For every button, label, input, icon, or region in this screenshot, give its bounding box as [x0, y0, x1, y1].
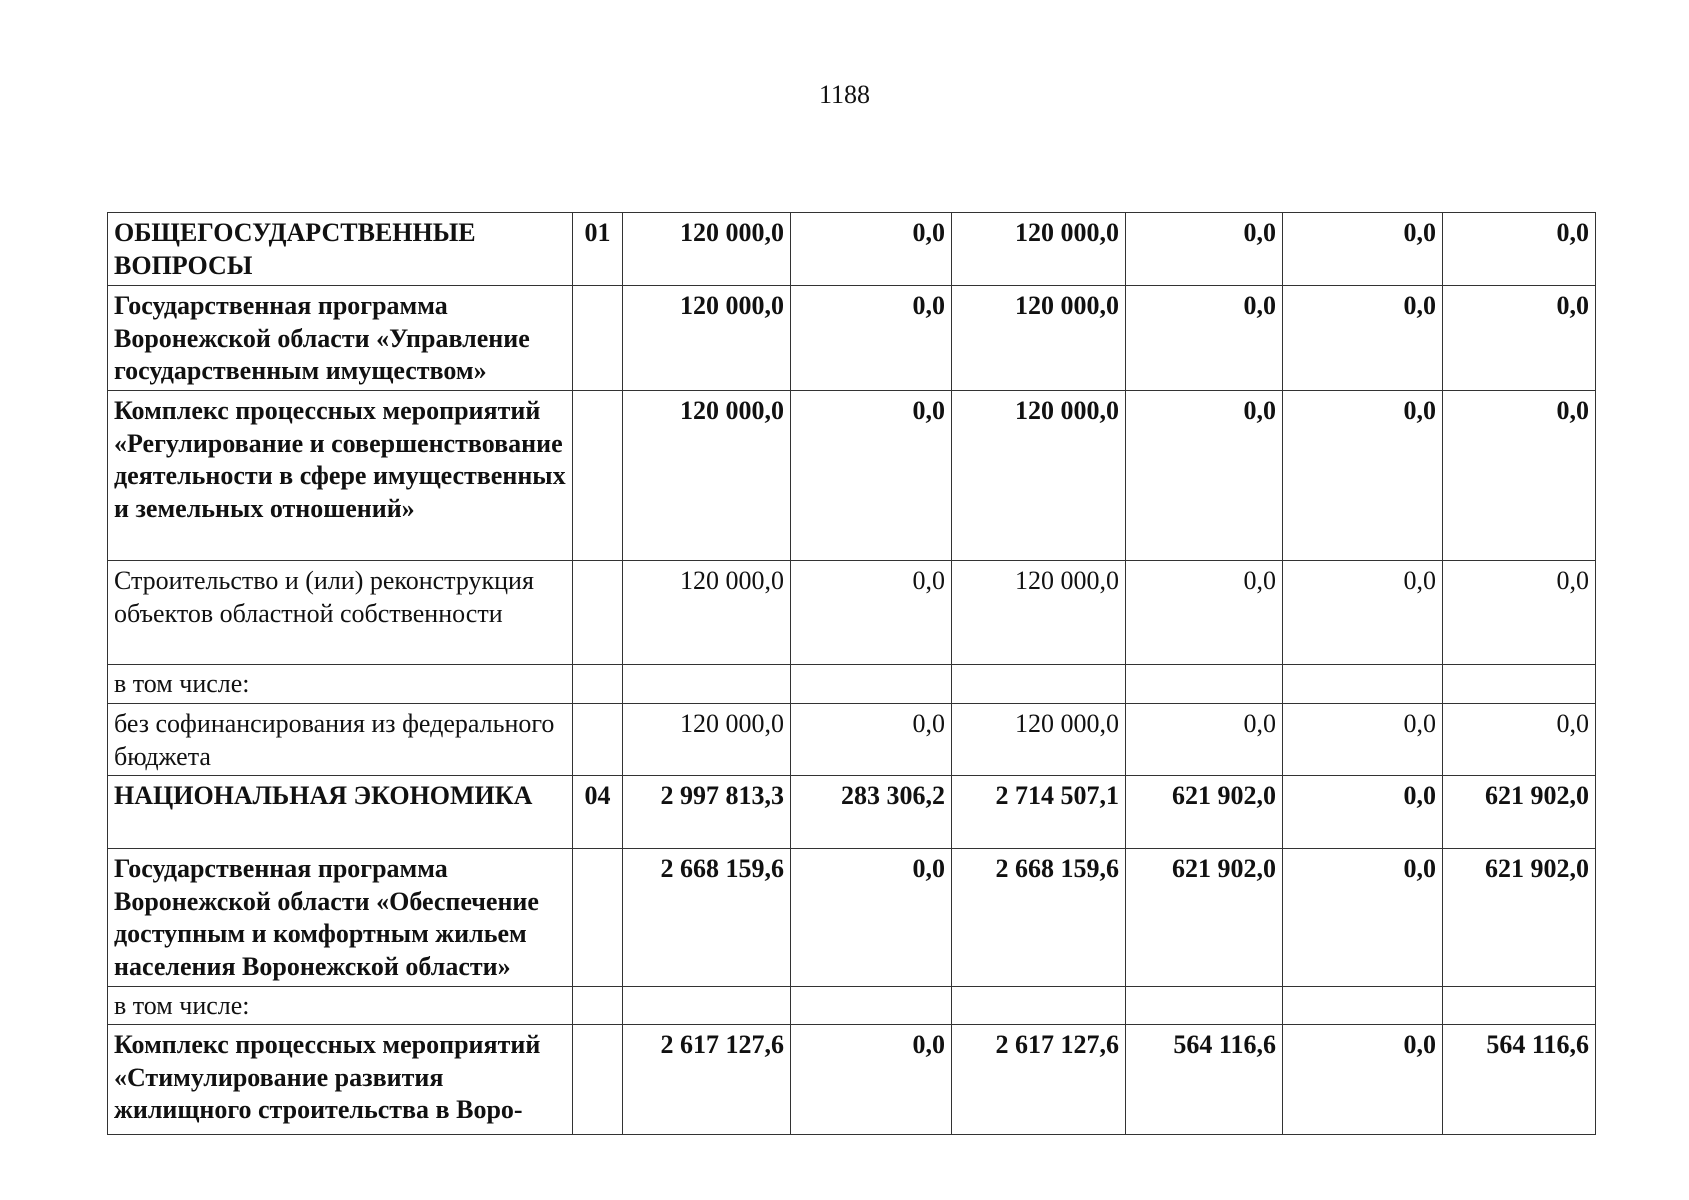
table-row [108, 704, 1596, 776]
section-code-cell [573, 987, 623, 1025]
federal-value-cell: 283 306,2 [791, 776, 952, 849]
federal-value-cell: 0,0 [791, 391, 952, 561]
table-row [108, 1025, 1596, 1135]
section-code-cell: 04 [573, 776, 623, 849]
row-name-cell: Строительство и (или) реконструкция объектов областной собственности [108, 561, 573, 665]
page-number: 1188 [818, 80, 871, 109]
total-value-2-cell: 621 902,0 [1126, 776, 1283, 849]
federal-value-2-cell: 0,0 [1283, 391, 1443, 561]
row-name-cell: Государственная программа Воронежской области «Обеспечение доступным и комфортным жильем населения Воронежской области» [108, 849, 573, 987]
regional-value-2-cell: 0,0 [1443, 561, 1596, 665]
row-name-cell: без софинансирования из федерального бюджета [108, 704, 573, 776]
total-value-2-cell [1126, 665, 1283, 704]
regional-value-2-cell: 0,0 [1443, 704, 1596, 776]
table-row [108, 987, 1596, 1025]
regional-value-cell [952, 665, 1126, 704]
table-row [108, 286, 1596, 391]
row-name-cell: Комплекс процессных мероприятий «Стимулирование развития жилищного строительства в Воро- [108, 1025, 573, 1135]
section-code-cell [573, 704, 623, 776]
row-name-cell: НАЦИОНАЛЬНАЯ ЭКОНОМИКА [108, 776, 573, 849]
table-row [108, 213, 1596, 286]
federal-value-2-cell: 0,0 [1283, 776, 1443, 849]
regional-value-cell: 2 714 507,1 [952, 776, 1126, 849]
regional-value-cell: 120 000,0 [952, 213, 1126, 286]
regional-value-cell: 120 000,0 [952, 561, 1126, 665]
budget-table [107, 212, 1596, 1135]
federal-value-2-cell [1283, 987, 1443, 1025]
federal-value-cell: 0,0 [791, 561, 952, 665]
table-row [108, 665, 1596, 704]
total-value-2-cell: 0,0 [1126, 704, 1283, 776]
table-row [108, 776, 1596, 849]
federal-value-cell: 0,0 [791, 286, 952, 391]
total-value-2-cell: 0,0 [1126, 561, 1283, 665]
budget-table-body [108, 213, 1596, 1135]
total-value-cell: 120 000,0 [623, 286, 791, 391]
total-value-cell: 2 997 813,3 [623, 776, 791, 849]
row-name-cell: Государственная программа Воронежской области «Управление государственным имуществом» [108, 286, 573, 391]
regional-value-cell: 120 000,0 [952, 286, 1126, 391]
federal-value-cell: 0,0 [791, 213, 952, 286]
regional-value-2-cell: 621 902,0 [1443, 849, 1596, 987]
regional-value-2-cell: 0,0 [1443, 391, 1596, 561]
table-row [108, 391, 1596, 561]
total-value-2-cell: 0,0 [1126, 391, 1283, 561]
regional-value-cell [952, 987, 1126, 1025]
table-row [108, 561, 1596, 665]
section-code-cell [573, 391, 623, 561]
row-name-cell: в том числе: [108, 665, 573, 704]
total-value-2-cell: 0,0 [1126, 286, 1283, 391]
total-value-2-cell: 621 902,0 [1126, 849, 1283, 987]
total-value-2-cell [1126, 987, 1283, 1025]
regional-value-2-cell: 0,0 [1443, 286, 1596, 391]
regional-value-2-cell [1443, 987, 1596, 1025]
regional-value-2-cell: 621 902,0 [1443, 776, 1596, 849]
total-value-cell: 120 000,0 [623, 213, 791, 286]
regional-value-2-cell: 564 116,6 [1443, 1025, 1596, 1135]
total-value-cell: 2 617 127,6 [623, 1025, 791, 1135]
federal-value-cell [791, 665, 952, 704]
section-code-cell [573, 561, 623, 665]
row-name-cell: ОБЩЕГОСУДАРСТВЕННЫЕ ВОПРОСЫ [108, 213, 573, 286]
regional-value-cell: 2 617 127,6 [952, 1025, 1126, 1135]
total-value-cell: 120 000,0 [623, 561, 791, 665]
federal-value-cell: 0,0 [791, 1025, 952, 1135]
total-value-cell: 120 000,0 [623, 391, 791, 561]
section-code-cell [573, 849, 623, 987]
total-value-cell: 2 668 159,6 [623, 849, 791, 987]
federal-value-cell: 0,0 [791, 704, 952, 776]
total-value-cell [623, 987, 791, 1025]
regional-value-cell: 2 668 159,6 [952, 849, 1126, 987]
federal-value-2-cell: 0,0 [1283, 704, 1443, 776]
federal-value-2-cell: 0,0 [1283, 561, 1443, 665]
federal-value-cell [791, 987, 952, 1025]
regional-value-cell: 120 000,0 [952, 391, 1126, 561]
table-row [108, 849, 1596, 987]
total-value-2-cell: 564 116,6 [1126, 1025, 1283, 1135]
section-code-cell [573, 665, 623, 704]
federal-value-2-cell: 0,0 [1283, 1025, 1443, 1135]
federal-value-2-cell: 0,0 [1283, 849, 1443, 987]
regional-value-2-cell [1443, 665, 1596, 704]
federal-value-2-cell: 0,0 [1283, 213, 1443, 286]
total-value-cell: 120 000,0 [623, 704, 791, 776]
section-code-cell [573, 286, 623, 391]
row-name-cell: в том числе: [108, 987, 573, 1025]
regional-value-2-cell: 0,0 [1443, 213, 1596, 286]
section-code-cell [573, 1025, 623, 1135]
federal-value-2-cell: 0,0 [1283, 286, 1443, 391]
total-value-cell [623, 665, 791, 704]
row-name-cell: Комплекс процессных мероприятий «Регулирование и совершенствование деятельности в сфере имущественных и земельных отношений» [108, 391, 573, 561]
section-code-cell: 01 [573, 213, 623, 286]
regional-value-cell: 120 000,0 [952, 704, 1126, 776]
federal-value-cell: 0,0 [791, 849, 952, 987]
total-value-2-cell: 0,0 [1126, 213, 1283, 286]
federal-value-2-cell [1283, 665, 1443, 704]
